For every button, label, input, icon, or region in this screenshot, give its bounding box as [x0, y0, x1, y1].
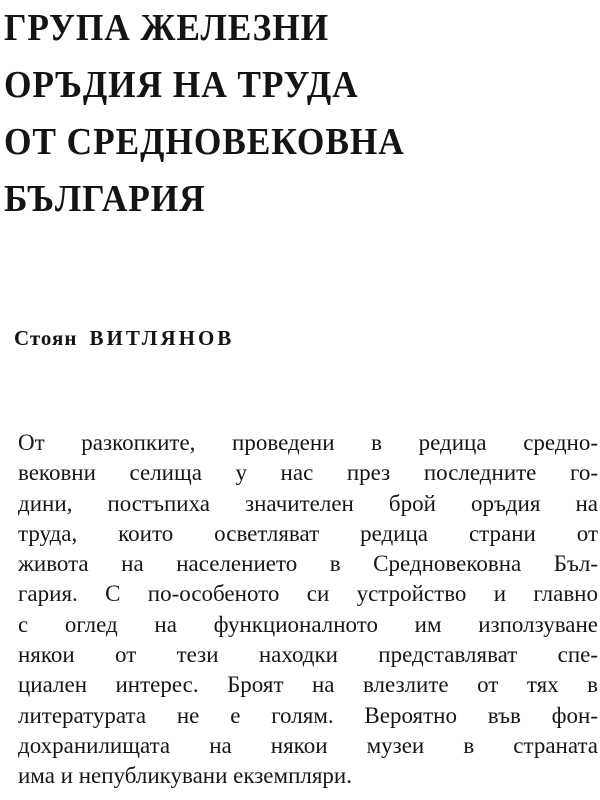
title-line: ОРЪДИЯ НА ТРУДА — [4, 64, 359, 106]
author-last-name: ВИТЛЯНОВ — [89, 326, 235, 350]
body-line: с оглед на функционалното им използуване — [18, 611, 598, 637]
article-title — [4, 0, 405, 228]
body-line: вековни селища у нас през последните го- — [18, 460, 598, 486]
author-first-name: Стоян — [14, 326, 78, 350]
body-line: дохранилищата на някои музеи в страната — [18, 732, 598, 758]
body-line: гария. С по-особеното си устройство и главно — [18, 581, 598, 607]
body-line: литературата не е голям. Вероятно във фон- — [18, 702, 598, 728]
article-body — [18, 428, 598, 792]
title-line: ОТ СРЕДНОВЕКОВНА — [4, 121, 405, 163]
body-line: От разкопките, проведени в редица средно- — [18, 430, 598, 455]
body-line: труда, които осветляват редица страни от — [18, 520, 598, 546]
body-line: живота на населението в Средновековна Бъл- — [18, 551, 598, 577]
body-line: някои от тези находки представляват спе- — [18, 642, 598, 668]
body-line: дини, постъпиха значителен брой оръдия на — [18, 490, 598, 516]
title-line: ГРУПА ЖЕЛЕЗНИ — [4, 7, 330, 49]
author-byline — [14, 326, 234, 351]
body-line: има и непубликувани екземпляри. — [18, 763, 352, 789]
title-line: БЪЛГАРИЯ — [4, 178, 206, 220]
body-line: циален интерес. Броят на влезлите от тях в — [18, 672, 598, 698]
